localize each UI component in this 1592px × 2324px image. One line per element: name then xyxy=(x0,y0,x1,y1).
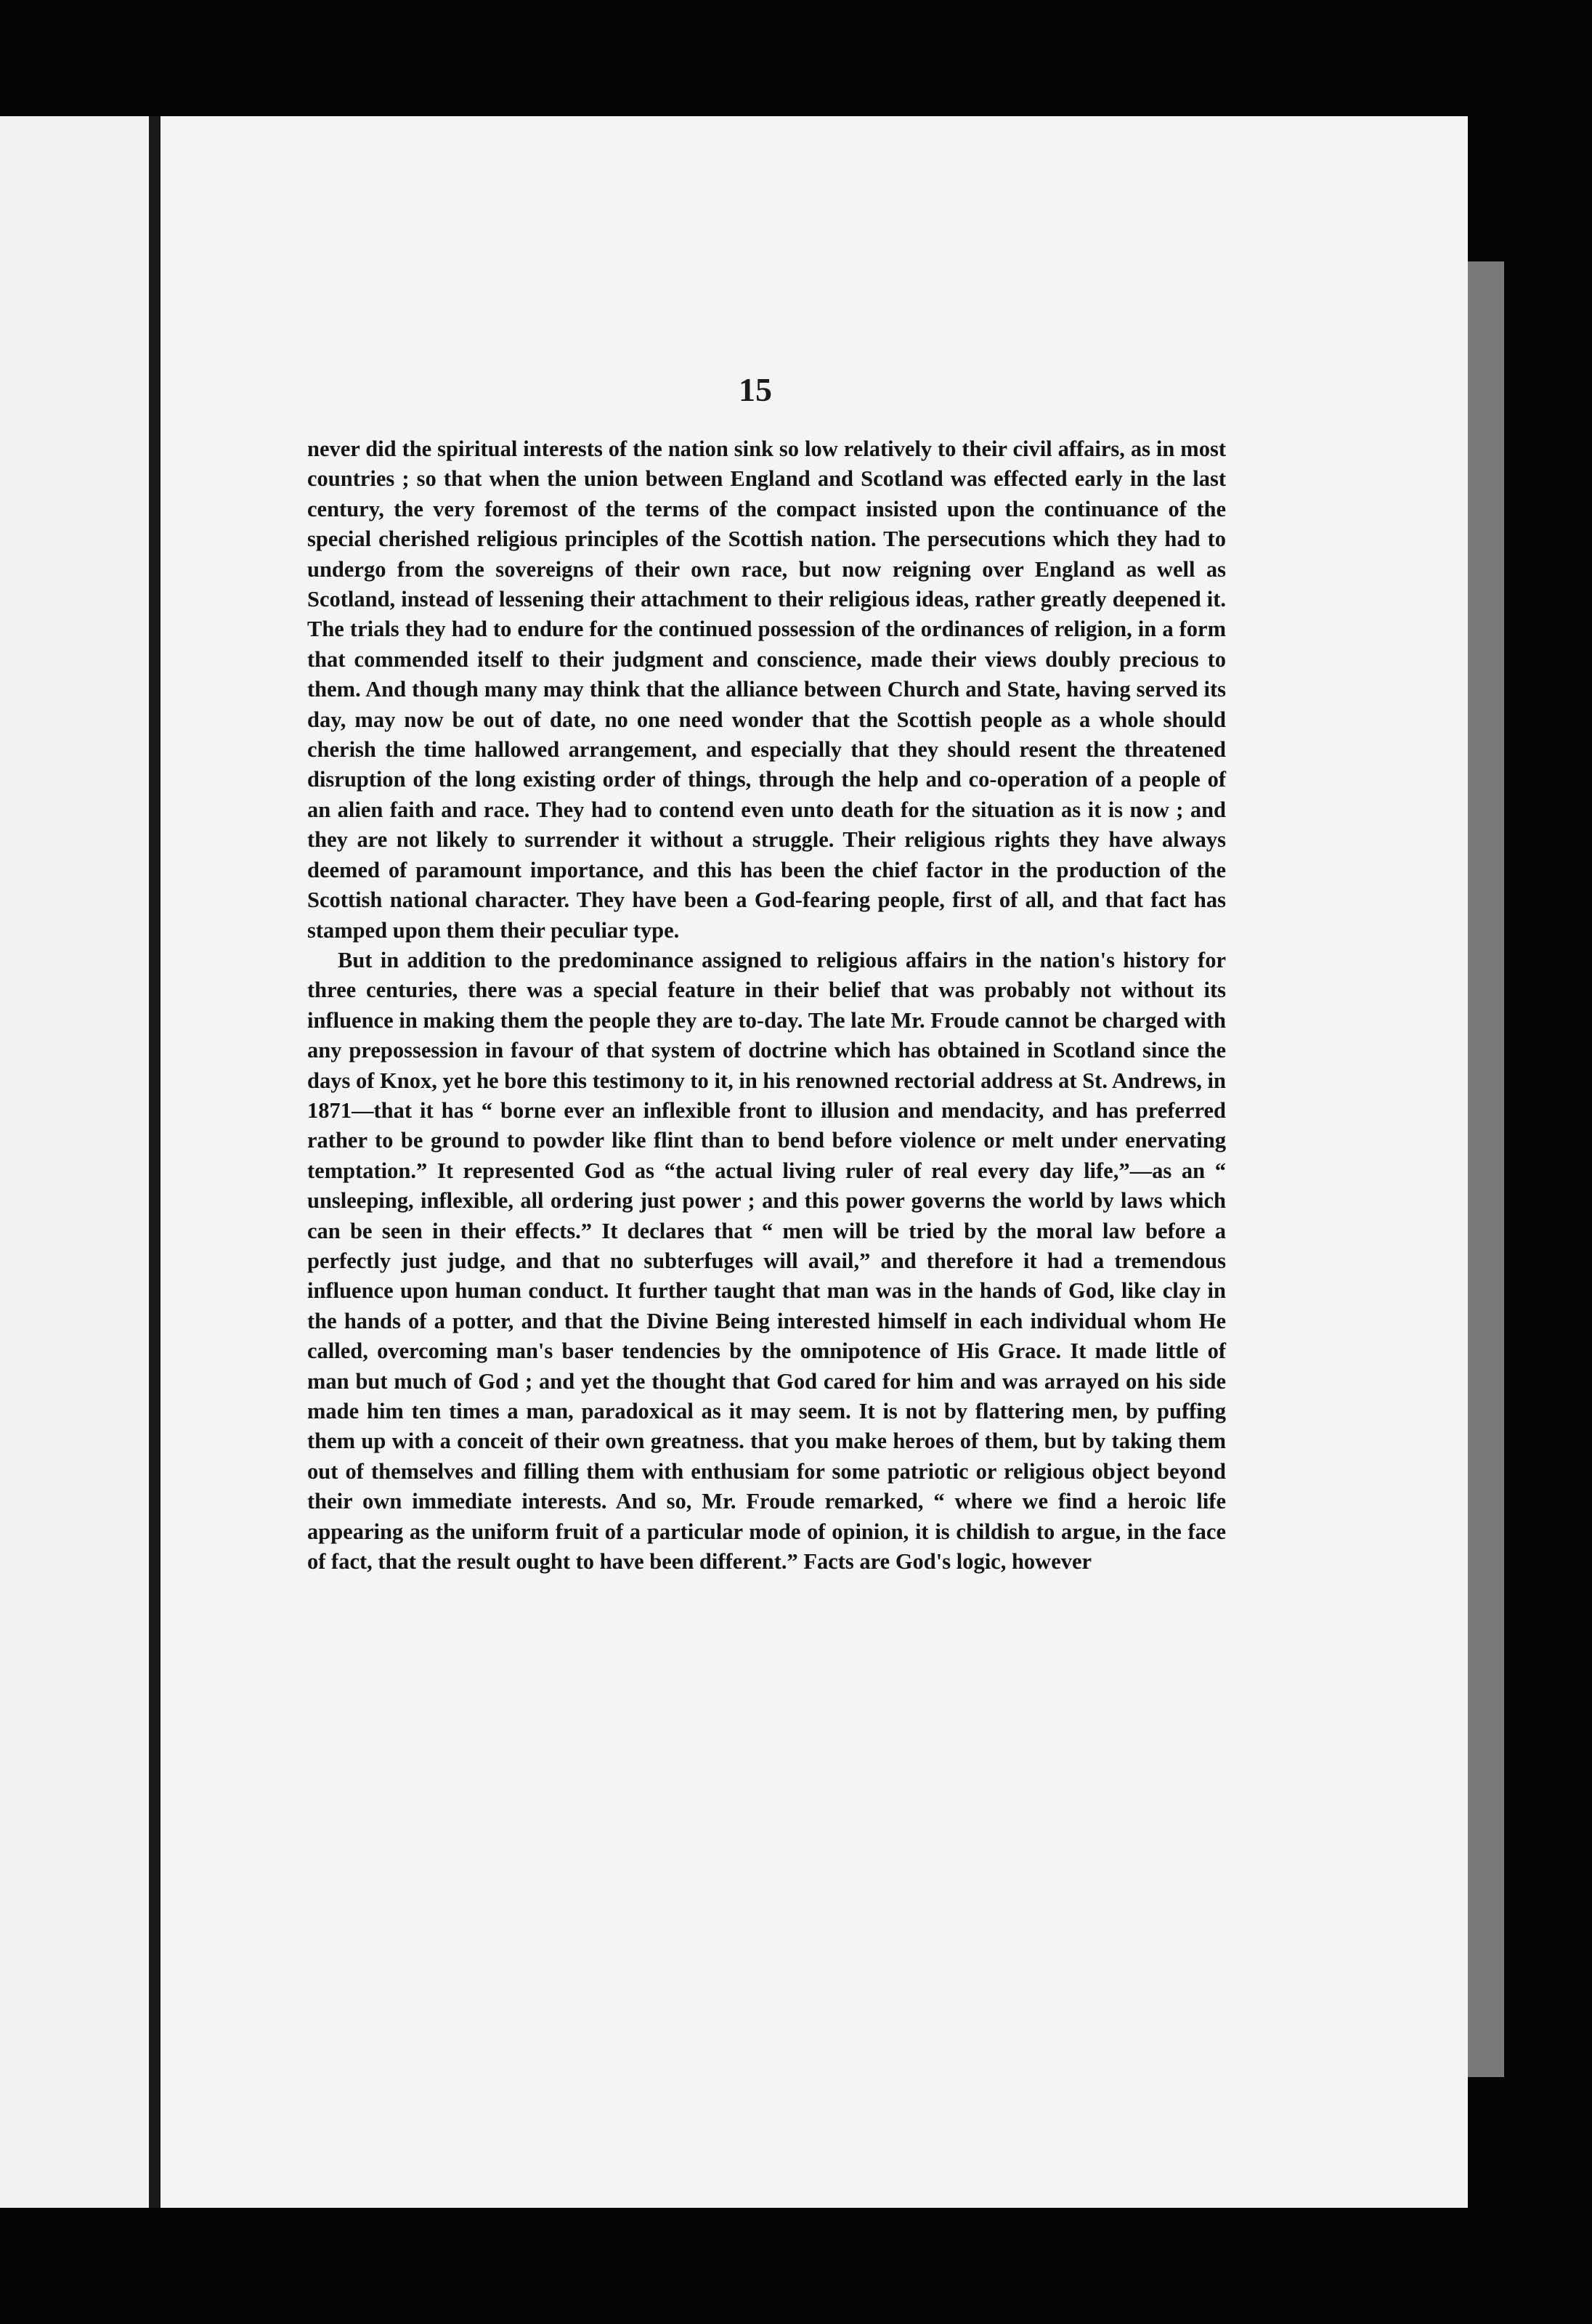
paragraph-2: But in addition to the predominance assigned to religious affairs in the nation's history for three centuries, there was a special feature in their belief that was probably not without its influence in making them the people they are to-day. The late Mr. Froude cannot be charged with any prepossession in favour of that system of doctrine which has obtained in Scotland since the days of Knox, yet he bore this testimony to it, in his renowned rectorial address at St. Andrews, in 1871—that it has “ borne ever an inflexible front to illusion and mendacity, and has preferred rather to be ground to powder like flint than to bend before violence or melt under enervating temptation.” It represented God as “the actual living ruler of real every day life,”—as an “ unsleeping, inflexible, all ordering just power ; and this power governs the world by laws which can be seen in their effects.” It declares that “ men will be tried by the moral law before a perfectly just judge, and that no subterfuges will avail,” and therefore it had a tremendous influence upon human conduct. It further taught that man was in the hands of God, like clay in the hands of a potter, and that the Divine Being interested himself in each individual whom He called, overcoming man's baser tendencies by the omnipotence of His Grace. It made little of man but much of God ; and yet the thought that God cared for him and was arrayed on his side made him ten times a man, paradoxical as it may seem. It is not by flattering men, by puffing them up with a conceit of their own greatness. that you make heroes of them, but by taking them out of themselves and filling them with enthusiam for some patriotic or religious object beyond their own immediate interests. And so, Mr. Froude remarked, “ where we find a heroic life appearing as the uniform fruit of a particular mode of opinion, it is childish to argue, in the face of fact, that the result ought to have been different.” Facts are God's logic, however xyxy=(307,947,1226,1575)
book-gutter xyxy=(149,116,161,2208)
body-text xyxy=(307,434,1226,1577)
paragraph-1: never did the spiritual interests of the nation sink so low relatively to their civil affairs, as in most countries ; so that when the union between England and Scotland was effected early in the last century, the very foremost of the terms of the compact insisted upon the continuance of the special cherished religious principles of the Scottish nation. The persecutions which they had to undergo from the sovereigns of their own race, but now reigning over England as well as Scotland, instead of lessening their attachment to their religious ideas, rather greatly deepened it. The trials they had to endure for the continued possession of the ordinances of religion, in a form that commended itself to their judgment and conscience, made their views doubly precious to them. And though many may think that the alliance between Church and State, having served its day, may now be out of date, no one need wonder that the Scottish people as a whole should cherish the time hallowed arrangement, and especially that they should resent the threatened disruption of the long existing order of things, through the help and co-operation of a people of an alien faith and race. They had to contend even unto death for the situation as it is now ; and they are not likely to surrender it without a struggle. Their religious rights they have always deemed of paramount importance, and this has been the chief factor in the production of the Scottish national character. They have been a God-fearing people, first of all, and that fact has stamped upon them their peculiar type. xyxy=(307,436,1226,943)
facing-page-edge xyxy=(0,116,149,2208)
page-number: 15 xyxy=(739,371,772,408)
page-stack-edge xyxy=(1468,261,1504,2077)
